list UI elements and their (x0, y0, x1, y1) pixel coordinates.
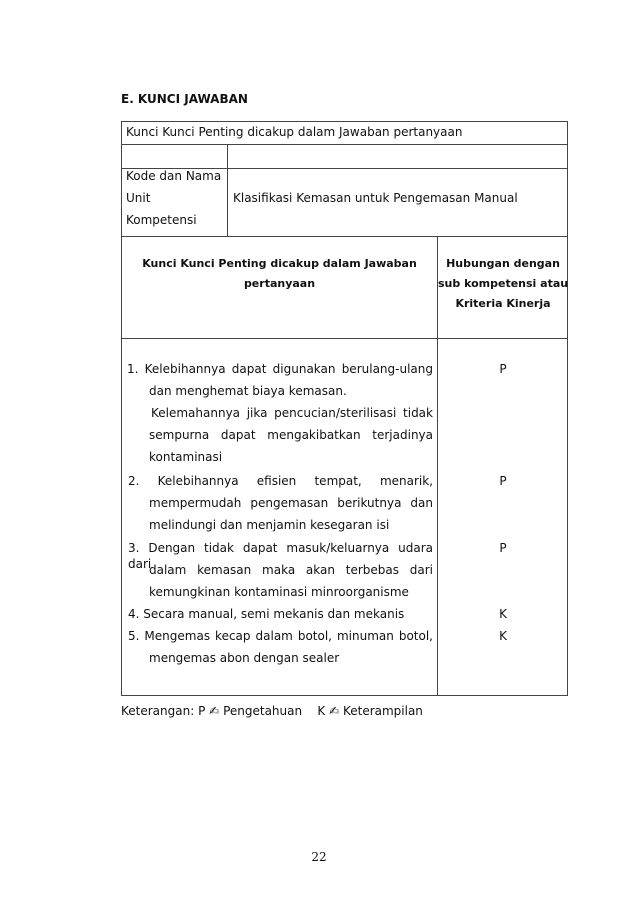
answer-line: 2. Kelebihannya efisien tempat, menarik, (128, 474, 433, 488)
table-caption: Kunci Kunci Penting dicakup dalam Jawaban pertanyaan (126, 125, 463, 139)
page-number: 22 (311, 850, 327, 864)
header-right-line: Hubungan dengan (446, 257, 560, 270)
competency-code: K (499, 629, 507, 643)
answer-line: 5. Mengemas kecap dalam botol, minuman botol, (128, 629, 433, 643)
answer-line: kontaminasi (149, 450, 223, 464)
answer-line: dan menghemat biaya kemasan. (149, 384, 347, 398)
table-rule (121, 236, 568, 237)
header-right-line: Kriteria Kinerja (455, 297, 551, 310)
answer-line: mengemas abon dengan sealer (149, 651, 340, 665)
answer-line: mempermudah pengemasan berikutnya dan (149, 496, 433, 510)
section-title: E. KUNCI JAWABAN (121, 92, 248, 106)
legend-k-code: K (317, 704, 326, 718)
legend-p-code: P (198, 704, 206, 718)
answer-line: dalam kemasan maka akan terbebas dari (149, 563, 433, 577)
legend-p-meaning: Pengetahuan (223, 704, 303, 718)
unit-label-line: Unit (126, 191, 151, 205)
table-rule (121, 338, 568, 339)
legend (121, 704, 423, 718)
table-rule (227, 144, 228, 236)
header-left-line: Kunci Kunci Penting dicakup dalam Jawaban (142, 257, 417, 270)
answer-line: 4. Secara manual, semi mekanis dan mekanis (128, 607, 405, 621)
answer-line: melindungi dan menjamin kesegaran isi (149, 518, 390, 532)
answer-line: kemungkinan kontaminasi minroorganisme (149, 585, 409, 599)
unit-label-line: Kompetensi (126, 213, 197, 227)
answer-line: 3. Dengan tidak dapat masuk/keluarnya udara dari (128, 541, 433, 571)
pen-arrow-icon: ✍ (209, 704, 220, 718)
unit-label-line: Kode dan Nama (126, 169, 222, 183)
unit-value: Klasifikasi Kemasan untuk Pengemasan Manual (233, 191, 518, 205)
competency-code: P (499, 362, 507, 376)
answer-line: 1. Kelebihannya dapat digunakan berulang-ulang (127, 362, 433, 376)
pen-arrow-icon: ✍ (329, 704, 340, 718)
header-left-line: pertanyaan (243, 277, 316, 290)
table-rule (121, 144, 568, 145)
answer-line: Kelemahannya jika pencucian/sterilisasi tidak (151, 406, 433, 420)
header-right-line: sub kompetensi atau (438, 277, 569, 290)
answer-line: sempurna dapat mengakibatkan terjadinya (149, 428, 433, 442)
competency-code: P (499, 541, 507, 555)
competency-code: P (499, 474, 507, 488)
legend-prefix: Keterangan: (121, 704, 195, 718)
legend-k-meaning: Keterampilan (342, 704, 423, 718)
competency-code: K (499, 607, 507, 621)
